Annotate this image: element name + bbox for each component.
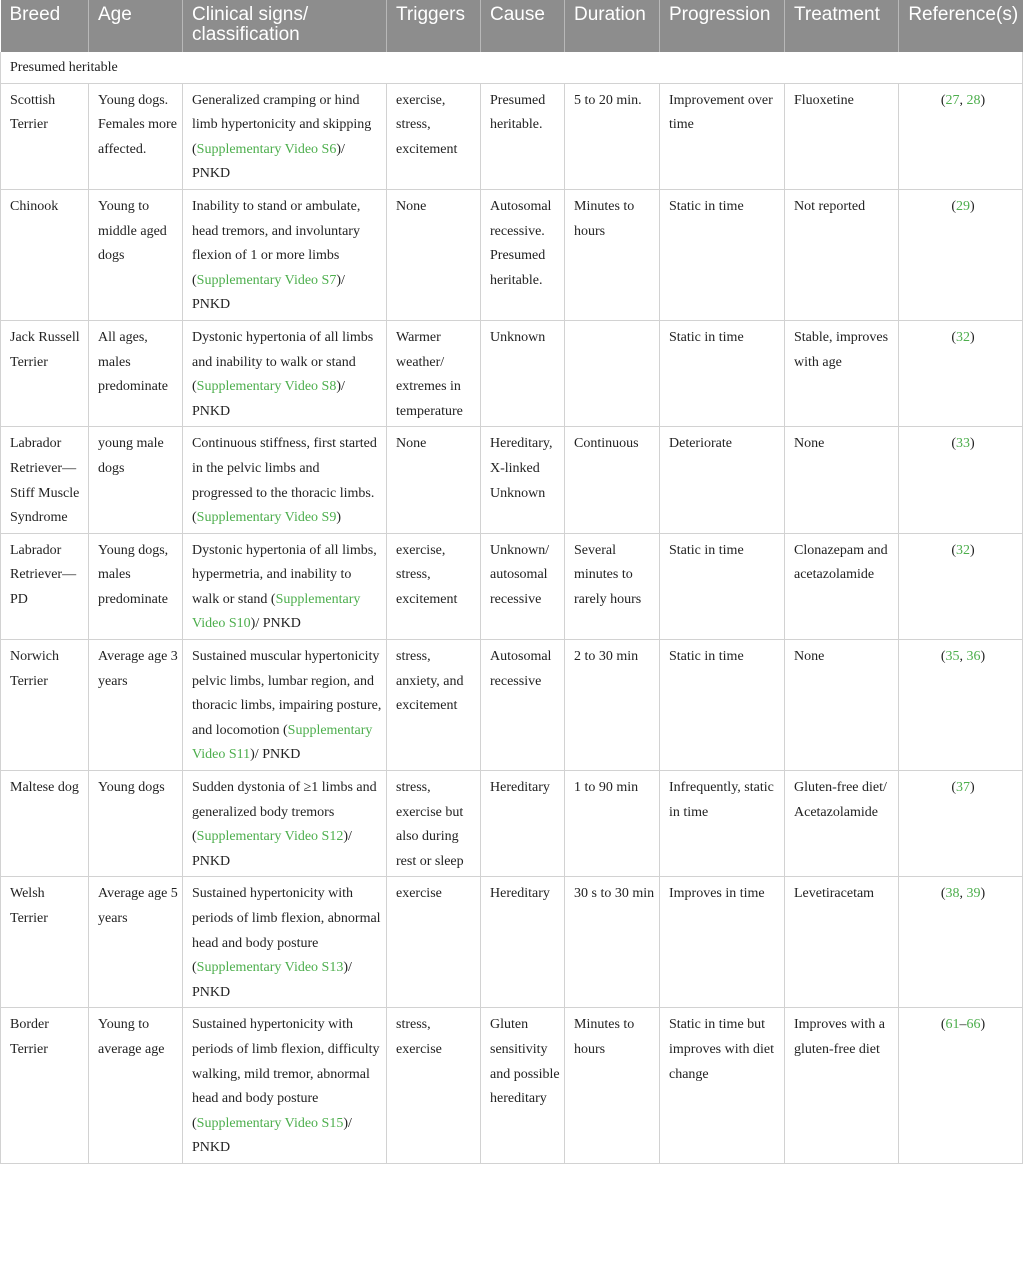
classification-text: )/ PNKD	[192, 960, 352, 1000]
table-row	[1, 640, 1023, 771]
cell-triggers: Warmer weather/ extremes in temperature	[387, 320, 481, 426]
ref-open: (	[951, 198, 956, 214]
header-breed: Breed	[1, 0, 89, 52]
header-references: Reference(s)	[899, 0, 1023, 52]
cell-breed: Border Terrier	[1, 1008, 89, 1164]
cell-triggers: stress, exercise	[387, 1008, 481, 1164]
cell-age: Young to middle aged dogs	[89, 189, 183, 320]
cell-triggers: None	[387, 427, 481, 533]
cell-references	[899, 640, 1023, 771]
cell-breed: Welsh Terrier	[1, 877, 89, 1008]
cell-duration: 30 s to 30 min	[565, 877, 660, 1008]
cell-age: Young to average age	[89, 1008, 183, 1164]
table-row	[1, 877, 1023, 1008]
cell-breed: Labrador Retriever— PD	[1, 533, 89, 639]
reference-link[interactable]: 27	[945, 92, 960, 108]
cell-age: Young dogs, males predominate	[89, 533, 183, 639]
table-row	[1, 189, 1023, 320]
cell-cause: Gluten sensitivity and possible hereditary	[481, 1008, 565, 1164]
clinical-signs-text: Sustained hypertonicity with periods of limb flexion, abnormal head and body posture (	[192, 886, 381, 976]
header-age: Age	[89, 0, 183, 52]
clinical-signs-text: Inability to stand or ambulate, head tremors, and involuntary flexion of 1 or more limbs (	[192, 198, 361, 288]
ref-open: (	[951, 329, 956, 345]
header-progression: Progression	[660, 0, 785, 52]
cell-triggers: exercise, stress, excitement	[387, 533, 481, 639]
reference-link[interactable]: 38	[945, 886, 960, 902]
cell-clinical-signs	[183, 320, 387, 426]
reference-link[interactable]: 37	[956, 780, 970, 796]
section-row	[1, 52, 1023, 83]
clinical-signs-text: Dystonic hypertonia of all limbs and inability to walk or stand (	[192, 329, 374, 395]
cell-clinical-signs	[183, 640, 387, 771]
cell-treatment: Levetiracetam	[785, 877, 899, 1008]
classification-text: )/ PNKD	[250, 616, 301, 632]
reference-link[interactable]: 66	[966, 1017, 981, 1033]
cell-progression: Infrequently, static in time	[660, 771, 785, 877]
ref-close: )	[970, 198, 975, 214]
ref-separator: ,	[959, 886, 967, 902]
ref-open: (	[951, 436, 956, 452]
cell-breed: Norwich Terrier	[1, 640, 89, 771]
table-header-row	[1, 0, 1023, 52]
classification-text: )	[336, 510, 342, 526]
cell-clinical-signs	[183, 427, 387, 533]
ref-close: )	[980, 92, 986, 108]
cell-treatment: Clonazepam and acetazolamide	[785, 533, 899, 639]
cell-clinical-signs	[183, 533, 387, 639]
cell-age: Young dogs	[89, 771, 183, 877]
reference-link[interactable]: 35	[945, 649, 960, 665]
ref-separator: ,	[959, 92, 967, 108]
table-row	[1, 771, 1023, 877]
supplementary-video-link[interactable]: Supplementary Video S7	[196, 272, 337, 288]
cell-clinical-signs	[183, 1008, 387, 1164]
reference-link[interactable]: 39	[966, 886, 981, 902]
cell-progression: Improves in time	[660, 877, 785, 1008]
cell-treatment: Not reported	[785, 189, 899, 320]
cell-breed: Labrador Retriever— Stiff Muscle Syndrome	[1, 427, 89, 533]
classification-text: )/ PNKD	[192, 829, 352, 869]
header-clinical-signs: Clinical signs/ classification	[183, 0, 387, 52]
cell-cause: Hereditary, X-linked Unknown	[481, 427, 565, 533]
cell-triggers: exercise	[387, 877, 481, 1008]
ref-close: )	[970, 780, 975, 796]
cell-clinical-signs	[183, 189, 387, 320]
cell-cause: Hereditary	[481, 877, 565, 1008]
clinical-signs-text: Continuous stiffness, first started in the pelvic limbs and progressed to the thoracic limbs. (	[192, 436, 377, 526]
classification-text: )/ PNKD	[192, 272, 345, 313]
cell-progression: Static in time but improves with diet change	[660, 1008, 785, 1164]
clinical-signs-text: Dystonic hypertonia of all limbs, hypermetria, and inability to walk or stand (	[192, 542, 377, 607]
ref-open: (	[940, 1017, 946, 1033]
classification-text: )/ PNKD	[192, 1115, 352, 1156]
cell-progression: Static in time	[660, 533, 785, 639]
cell-triggers: stress, anxiety, and excitement	[387, 640, 481, 771]
cell-references	[899, 1008, 1023, 1164]
reference-link[interactable]: 29	[956, 198, 970, 214]
cell-references	[899, 427, 1023, 533]
supplementary-video-link[interactable]: Supplementary Video S11	[192, 722, 373, 763]
cell-duration: Continuous	[565, 427, 660, 533]
cell-cause: Autosomal recessive. Presumed heritable.	[481, 189, 565, 320]
cell-duration: 1 to 90 min	[565, 771, 660, 877]
table-row	[1, 427, 1023, 533]
cell-breed: Chinook	[1, 189, 89, 320]
cell-progression: Deteriorate	[660, 427, 785, 533]
reference-link[interactable]: 61	[945, 1017, 960, 1033]
supplementary-video-link[interactable]: Supplementary Video S12	[196, 829, 344, 845]
cell-references	[899, 877, 1023, 1008]
cell-cause: Autosomal recessive	[481, 640, 565, 771]
cell-duration: Several minutes to rarely hours	[565, 533, 660, 639]
ref-close: )	[970, 329, 975, 345]
cell-progression: Static in time	[660, 640, 785, 771]
supplementary-video-link[interactable]: Supplementary Video S13	[196, 960, 344, 976]
cell-triggers: None	[387, 189, 481, 320]
cell-clinical-signs	[183, 877, 387, 1008]
supplementary-video-link[interactable]: Supplementary Video S10	[192, 591, 361, 632]
cell-triggers: exercise, stress, excitement	[387, 83, 481, 189]
ref-close: )	[970, 542, 975, 558]
ref-separator: ,	[959, 649, 967, 665]
ref-open: (	[940, 649, 946, 665]
cell-treatment: None	[785, 640, 899, 771]
reference-link[interactable]: 32	[956, 542, 970, 558]
cell-breed: Scottish Terrier	[1, 83, 89, 189]
cell-duration	[565, 320, 660, 426]
table-row	[1, 1008, 1023, 1164]
cell-cause: Presumed heritable.	[481, 83, 565, 189]
cell-references	[899, 189, 1023, 320]
cell-progression: Static in time	[660, 189, 785, 320]
ref-open: (	[940, 92, 946, 108]
classification-text: )/ PNKD	[192, 379, 345, 419]
supplementary-video-link[interactable]: Supplementary Video S8	[196, 379, 337, 395]
ref-close: )	[970, 436, 975, 452]
clinical-signs-text: Generalized cramping or hind limb hypertonicity and skipping (	[192, 92, 372, 157]
table-row	[1, 533, 1023, 639]
ref-open: (	[951, 780, 956, 796]
ref-close: )	[980, 649, 986, 665]
reference-link[interactable]: 32	[956, 329, 970, 345]
cell-references	[899, 320, 1023, 426]
cell-treatment: None	[785, 427, 899, 533]
header-treatment: Treatment	[785, 0, 899, 52]
cell-progression: Static in time	[660, 320, 785, 426]
clinical-signs-text: Sustained muscular hypertonicity pelvic limbs, lumbar region, and thoracic limbs, impairing posture, and locomotion (	[192, 649, 382, 738]
clinical-signs-text: Sustained hypertonicity with periods of limb flexion, difficulty walking, mild tremor, abnormal head and body posture (	[192, 1017, 380, 1131]
cell-age: Average age 3 years	[89, 640, 183, 771]
reference-link[interactable]: 33	[956, 436, 970, 452]
cell-references	[899, 533, 1023, 639]
reference-link[interactable]: 36	[966, 649, 981, 665]
cell-clinical-signs	[183, 83, 387, 189]
header-cause: Cause	[481, 0, 565, 52]
cell-cause: Hereditary	[481, 771, 565, 877]
cell-duration: 5 to 20 min.	[565, 83, 660, 189]
ref-close: )	[980, 1017, 986, 1033]
table-row	[1, 320, 1023, 426]
cell-duration: Minutes to hours	[565, 1008, 660, 1164]
cell-age: Young dogs. Females more affected.	[89, 83, 183, 189]
cell-breed: Maltese dog	[1, 771, 89, 877]
cell-age: young male dogs	[89, 427, 183, 533]
cell-treatment: Improves with a gluten-free diet	[785, 1008, 899, 1164]
supplementary-video-link[interactable]: Supplementary Video S15	[196, 1115, 344, 1131]
cell-treatment: Stable, improves with age	[785, 320, 899, 426]
cell-breed: Jack Russell Terrier	[1, 320, 89, 426]
cell-duration: Minutes to hours	[565, 189, 660, 320]
cell-cause: Unknown	[481, 320, 565, 426]
supplementary-video-link[interactable]: Supplementary Video S9	[196, 510, 337, 526]
section-label: Presumed heritable	[1, 52, 1023, 83]
classification-text: )/ PNKD	[250, 747, 301, 763]
ref-close: )	[980, 886, 986, 902]
cell-progression: Improvement over time	[660, 83, 785, 189]
ref-separator: –	[959, 1017, 967, 1033]
reference-link[interactable]: 28	[966, 92, 981, 108]
supplementary-video-link[interactable]: Supplementary Video S6	[196, 141, 337, 157]
cell-duration: 2 to 30 min	[565, 640, 660, 771]
cell-references	[899, 83, 1023, 189]
clinical-signs-text: Sudden dystonia of ≥1 limbs and generalized body tremors (	[192, 780, 377, 845]
table-row	[1, 83, 1023, 189]
cell-treatment: Gluten-free diet/ Acetazolamide	[785, 771, 899, 877]
cell-age: Average age 5 years	[89, 877, 183, 1008]
cell-triggers: stress, exercise but also during rest or sleep	[387, 771, 481, 877]
header-duration: Duration	[565, 0, 660, 52]
cell-age: All ages, males predominate	[89, 320, 183, 426]
ref-open: (	[951, 542, 956, 558]
cell-cause: Unknown/ autosomal recessive	[481, 533, 565, 639]
ref-open: (	[940, 886, 946, 902]
cell-treatment: Fluoxetine	[785, 83, 899, 189]
classification-text: )/ PNKD	[192, 141, 345, 182]
cell-references	[899, 771, 1023, 877]
cell-clinical-signs	[183, 771, 387, 877]
header-triggers: Triggers	[387, 0, 481, 52]
